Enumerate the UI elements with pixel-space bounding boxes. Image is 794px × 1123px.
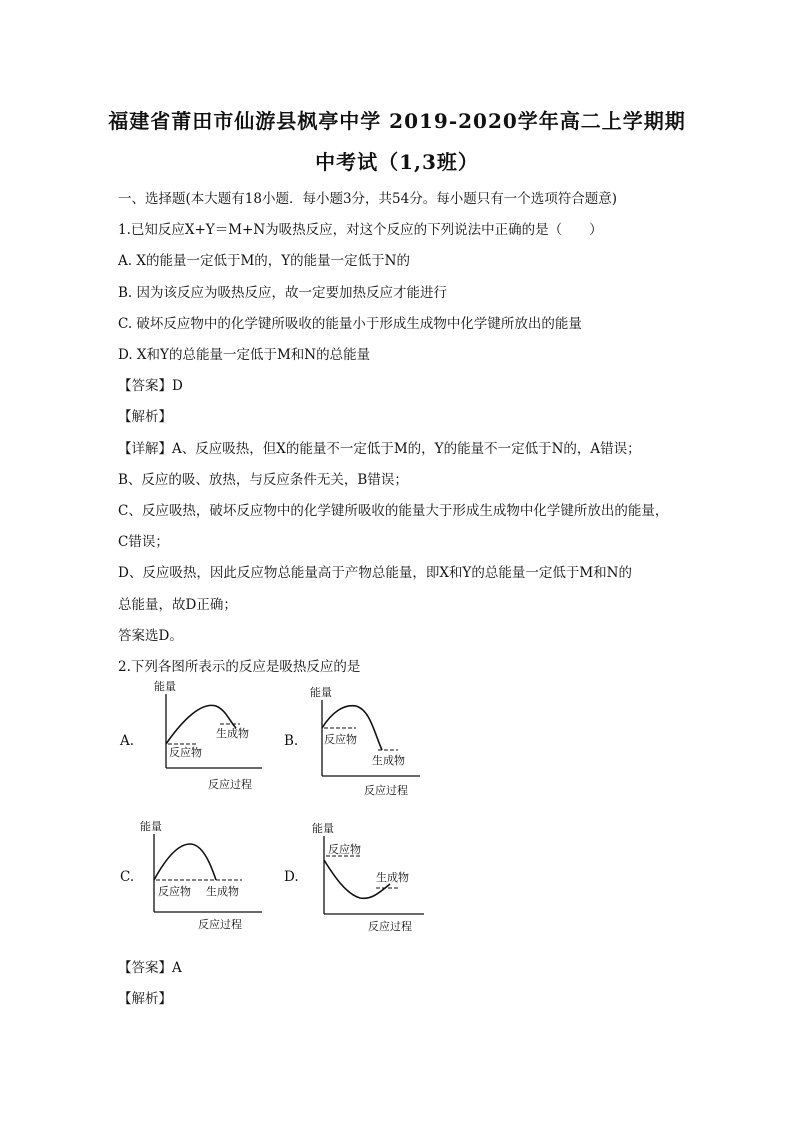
question-1-explanation-c-cont: C错误；: [118, 534, 169, 550]
question-1-analysis-heading: 【解析】: [118, 409, 172, 425]
diagram-c-label: C.: [120, 869, 135, 885]
question-1-explanation-d: D、反应吸热，因此反应物总能量高于产物总能量，即X和Y的总能量一定低于M和N的: [118, 565, 632, 581]
question-1-option-d: D. X和Y的总能量一定低于M和N的总能量: [118, 347, 371, 363]
question-2-analysis-heading: 【解析】: [118, 991, 172, 1007]
diagram-d-label: D.: [284, 869, 299, 885]
question-2-stem: 2.下列各图所表示的反应是吸热反应的是: [118, 659, 361, 675]
document-title-line1: 福建省莆田市仙游县枫亭中学 2019-2020学年高二上学期期: [108, 109, 686, 133]
diagram-a-product: 生成物: [216, 727, 249, 740]
diagram-a-xlabel: 反应过程: [208, 778, 252, 791]
question-1-option-b: B. 因为该反应为吸热反应，故一定要加热反应才能进行: [118, 285, 448, 301]
diagram-c-product: 生成物: [206, 885, 239, 898]
question-1-option-a: A. X的能量一定低于M的，Y的能量一定低于N的: [118, 253, 410, 269]
question-1-explanation-a: 【详解】A、反应吸热，但X的能量不一定低于M的，Y的能量不一定低于N的，A错误；: [118, 441, 641, 457]
diagram-a-reactant: 反应物: [169, 746, 202, 759]
question-1-conclusion: 答案选D。: [118, 628, 183, 644]
diagram-b-reactant: 反应物: [324, 733, 357, 746]
diagram-c-reactant: 反应物: [158, 885, 191, 898]
energy-diagram-a: [150, 680, 270, 795]
energy-diagram-b: [306, 684, 426, 799]
diagram-c-xlabel: 反应过程: [198, 918, 242, 931]
energy-diagram-d: [310, 820, 430, 935]
diagram-d-xlabel: 反应过程: [368, 920, 412, 933]
question-1-explanation-b: B、反应的吸、放热，与反应条件无关，B错误；: [118, 472, 408, 488]
diagram-d-ylabel: 能量: [312, 822, 334, 835]
diagram-b-product: 生成物: [372, 754, 405, 767]
question-1-answer: 【答案】D: [118, 378, 183, 394]
section-heading: 一、选择题(本大题有18小题．每小题3分，共54分。每小题只有一个选项符合题意): [118, 191, 617, 207]
question-1-option-c: C. 破坏反应物中的化学键所吸收的能量小于形成生成物中化学键所放出的能量: [118, 316, 582, 332]
question-1-stem: 1.已知反应X+Y＝M+N为吸热反应，对这个反应的下列说法中正确的是（ ）: [118, 222, 603, 238]
diagram-c-ylabel: 能量: [140, 820, 162, 833]
diagram-b-label: B.: [284, 733, 299, 749]
question-1-explanation-d-cont: 总能量，故D正确；: [118, 597, 237, 613]
question-2-answer: 【答案】A: [118, 960, 182, 976]
document-title-line2: 中考试（1,3班）: [315, 150, 479, 174]
diagram-b-ylabel: 能量: [310, 686, 332, 699]
diagram-a-ylabel: 能量: [154, 680, 176, 693]
diagram-d-product: 生成物: [376, 871, 409, 884]
energy-diagram-c: [138, 818, 268, 933]
diagram-d-reactant: 反应物: [328, 843, 361, 856]
diagram-b-xlabel: 反应过程: [364, 784, 408, 797]
diagram-a-label: A.: [120, 733, 135, 749]
question-1-explanation-c: C、反应吸热，破坏反应物中的化学键所吸收的能量大于形成生成物中化学键所放出的能量，: [118, 503, 669, 519]
